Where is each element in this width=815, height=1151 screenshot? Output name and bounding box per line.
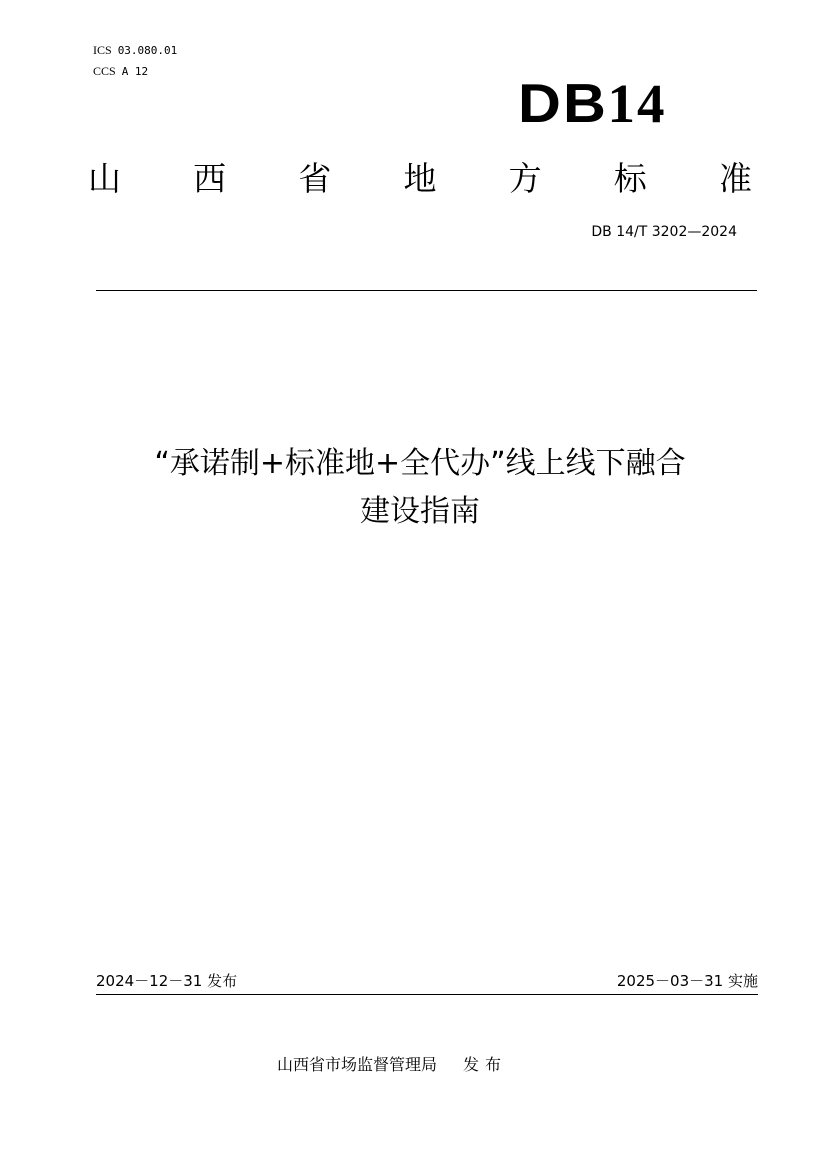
implementation-date: 2025－03－31 实施 — [616, 972, 758, 990]
ics-row — [93, 40, 177, 61]
ccs-row — [93, 61, 177, 82]
standard-mark — [518, 72, 666, 135]
issuer-line — [277, 1053, 507, 1077]
date-row — [96, 970, 758, 992]
standard-type-char: 山 — [88, 159, 121, 198]
standard-type-char: 地 — [403, 159, 437, 198]
issuer-name: 山西省市场监督管理局 — [277, 1055, 438, 1074]
standard-type-char: 准 — [718, 159, 752, 198]
issuer-action: 发布 — [463, 1055, 508, 1074]
standard-type-char: 方 — [508, 159, 542, 198]
publish-date: 2024－12－31 发布 — [96, 972, 238, 990]
footer-divider — [96, 994, 758, 995]
ccs-label: CCS — [93, 64, 116, 78]
standard-mark-number: 14 — [607, 73, 667, 134]
standard-type-heading — [88, 157, 752, 201]
standard-mark-letters: DB — [518, 72, 609, 134]
document-title-line-1: “承诺制+标准地+全代办”线上线下融合 — [154, 446, 686, 481]
ics-label: ICS — [93, 43, 112, 57]
ccs-value: A 12 — [121, 65, 149, 78]
classification-block — [93, 40, 177, 82]
standard-type-char: 西 — [193, 159, 227, 198]
standard-type-char: 标 — [613, 159, 647, 198]
header-divider — [96, 290, 757, 291]
document-title-line-2: 建设指南 — [360, 494, 480, 529]
document-title — [60, 440, 780, 536]
standard-type-char: 省 — [298, 159, 332, 198]
standard-number: DB 14/T 3202—2024 — [591, 224, 737, 240]
ics-value: 03.080.01 — [117, 44, 178, 57]
